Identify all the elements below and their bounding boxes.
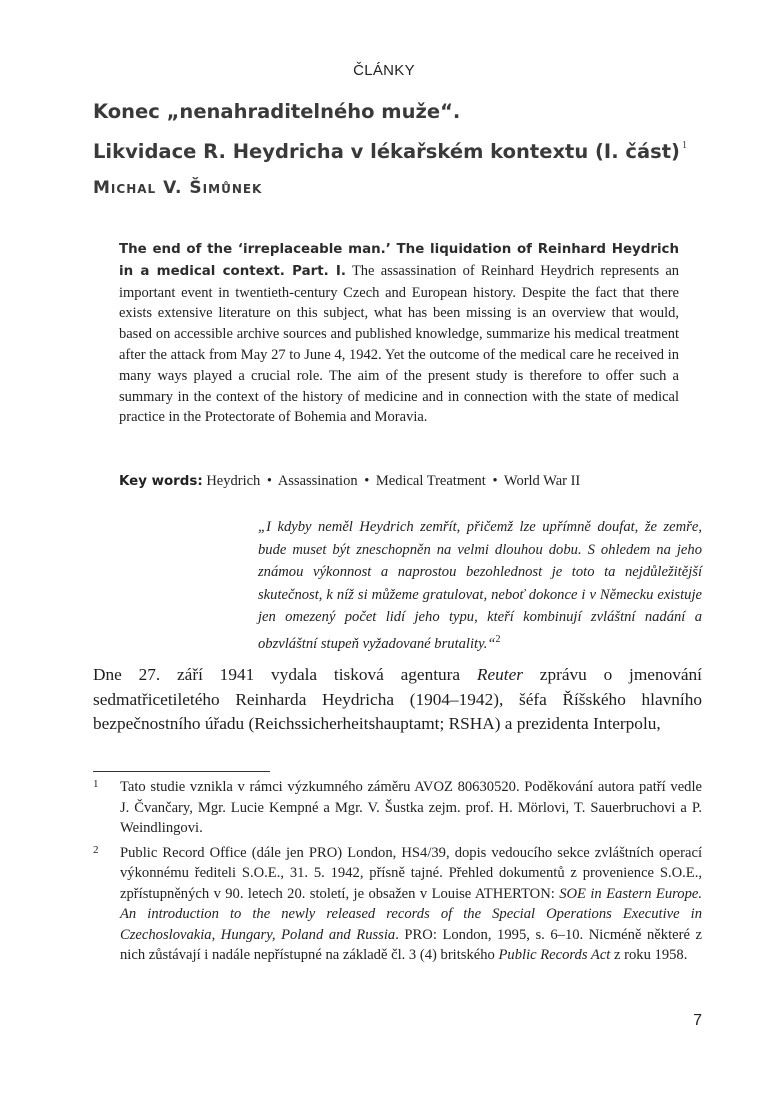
abstract-lead-title: The end of the ‘irreplaceable man.’ The liquidation of Reinhard Heydrich in a medical context. Part. I.: [119, 242, 679, 279]
page-number: 7: [693, 1012, 702, 1029]
footnote-text: . PRO: London, 1995, s. 6–10. Nicméně některé z nich zůstávají i nadále nepřístupné na základě čl. 3 (4) britského: [120, 926, 702, 963]
epigraph-text: „I kdyby neměl Heydrich zemřít, přičemž lze upřímně doufat, že zemře, bude muset být zneschopněn na velmi dlouhou dobu. S ohledem na jeho známou výkonnost a naprostou bezohlednost je toto ta nejdůležitější skutečnost, k níž si můžeme gratulovat, neboť dokonce i v Německu existuje jen omezený počet lidí jeho typu, kteří kombinují zvláštní nadání a obzvláštní stupeň vyžadované brutality.“: [258, 519, 702, 652]
title-line-1: Konec „nenahraditelného muže“.: [93, 100, 461, 123]
title-line-2: [93, 129, 713, 169]
footnote-act-title: Public Records Act: [498, 947, 611, 963]
keyword-separator: •: [266, 473, 272, 489]
epigraph-footnote-ref[interactable]: 2: [495, 633, 501, 645]
author-name: Michal V. Šimůnek: [93, 178, 263, 198]
footnote-text: z roku 1958.: [610, 947, 688, 963]
keyword-separator: •: [364, 473, 370, 489]
keyword-item: Medical Treatment: [375, 473, 486, 489]
footnote-text: Tato studie vznikla v rámci výzkumného záměru AVOZ 80630520. Poděkování autora patří vedle J. Čvančary, Mgr. Lucie Kempné a Mgr. V. Šustka zejm. prof. H. Mörlovi, T. Sauerbruchovi a P. Weindlingovi.: [120, 779, 702, 836]
footnote-2: [93, 843, 702, 966]
keyword-separator: •: [492, 473, 498, 489]
keywords-line: [119, 473, 679, 490]
keyword-item: Heydrich: [206, 473, 261, 489]
footnote-number: 2: [93, 843, 99, 856]
footnote-text: Public Record Office (dále jen PRO) London, HS4/39, dopis vedoucího sekce zvláštních operací výkonnému řediteli S.O.E., 31. 5. 1942, přísně tajné. Přehled dokumentů z provenience S.O.E., zpřístupněných v 90. letech 20. století, je obsažen v Louise ATHERTON:: [120, 844, 702, 902]
title-line-2-text: Likvidace R. Heydricha v lékařském kontextu (I. část): [93, 140, 680, 163]
body-text-part: zprávu o jmenování sedmatřicetiletého Reinharda Heydricha (1904–1942), šéfa Říšského hlavního bezpečnostního úřadu (Reichssicherheitshauptamt; RSHA) a prezidenta Interpolu,: [93, 665, 702, 733]
agency-name: Reuter: [476, 665, 523, 684]
keyword-item: Assassination: [277, 473, 358, 489]
keyword-item: World War II: [503, 473, 581, 489]
english-abstract: [119, 239, 679, 428]
body-paragraph: [93, 663, 702, 737]
keywords-label: Key words:: [119, 474, 203, 489]
title-footnote-ref[interactable]: 1: [681, 140, 687, 151]
footnote-book-title: SOE in Eastern Europe. An introduction to the newly released records of the Special Operations Executive in Czechoslovakia, Hungary, Poland and Russia: [120, 885, 703, 943]
footnote-1: [93, 777, 702, 839]
abstract-text: The assassination of Reinhard Heydrich represents an important event in twentieth-century Czech and European history. Despite the fact that there exists extensive literature on this subject, what has been missing is an overview that would, based on accessible archive sources and published knowledge, summarize his medical treatment after the attack from May 27 to June 4, 1942. Yet the outcome of the medical care he received in many ways played a crucial role. The aim of the present study is therefore to offer such a summary in the context of the history of medicine and in connection with the state of medical practice in the Protectorate of Bohemia and Moravia.: [119, 262, 680, 426]
footnotes-section: [93, 777, 702, 970]
body-text-part: Dne 27. září 1941 vydala tisková agentura: [93, 665, 477, 684]
epigraph-quote: [258, 516, 702, 655]
footnote-number: 1: [93, 778, 99, 790]
article-title: [93, 95, 713, 169]
footnote-divider: [93, 771, 270, 772]
section-header: ČLÁNKY: [353, 62, 415, 79]
